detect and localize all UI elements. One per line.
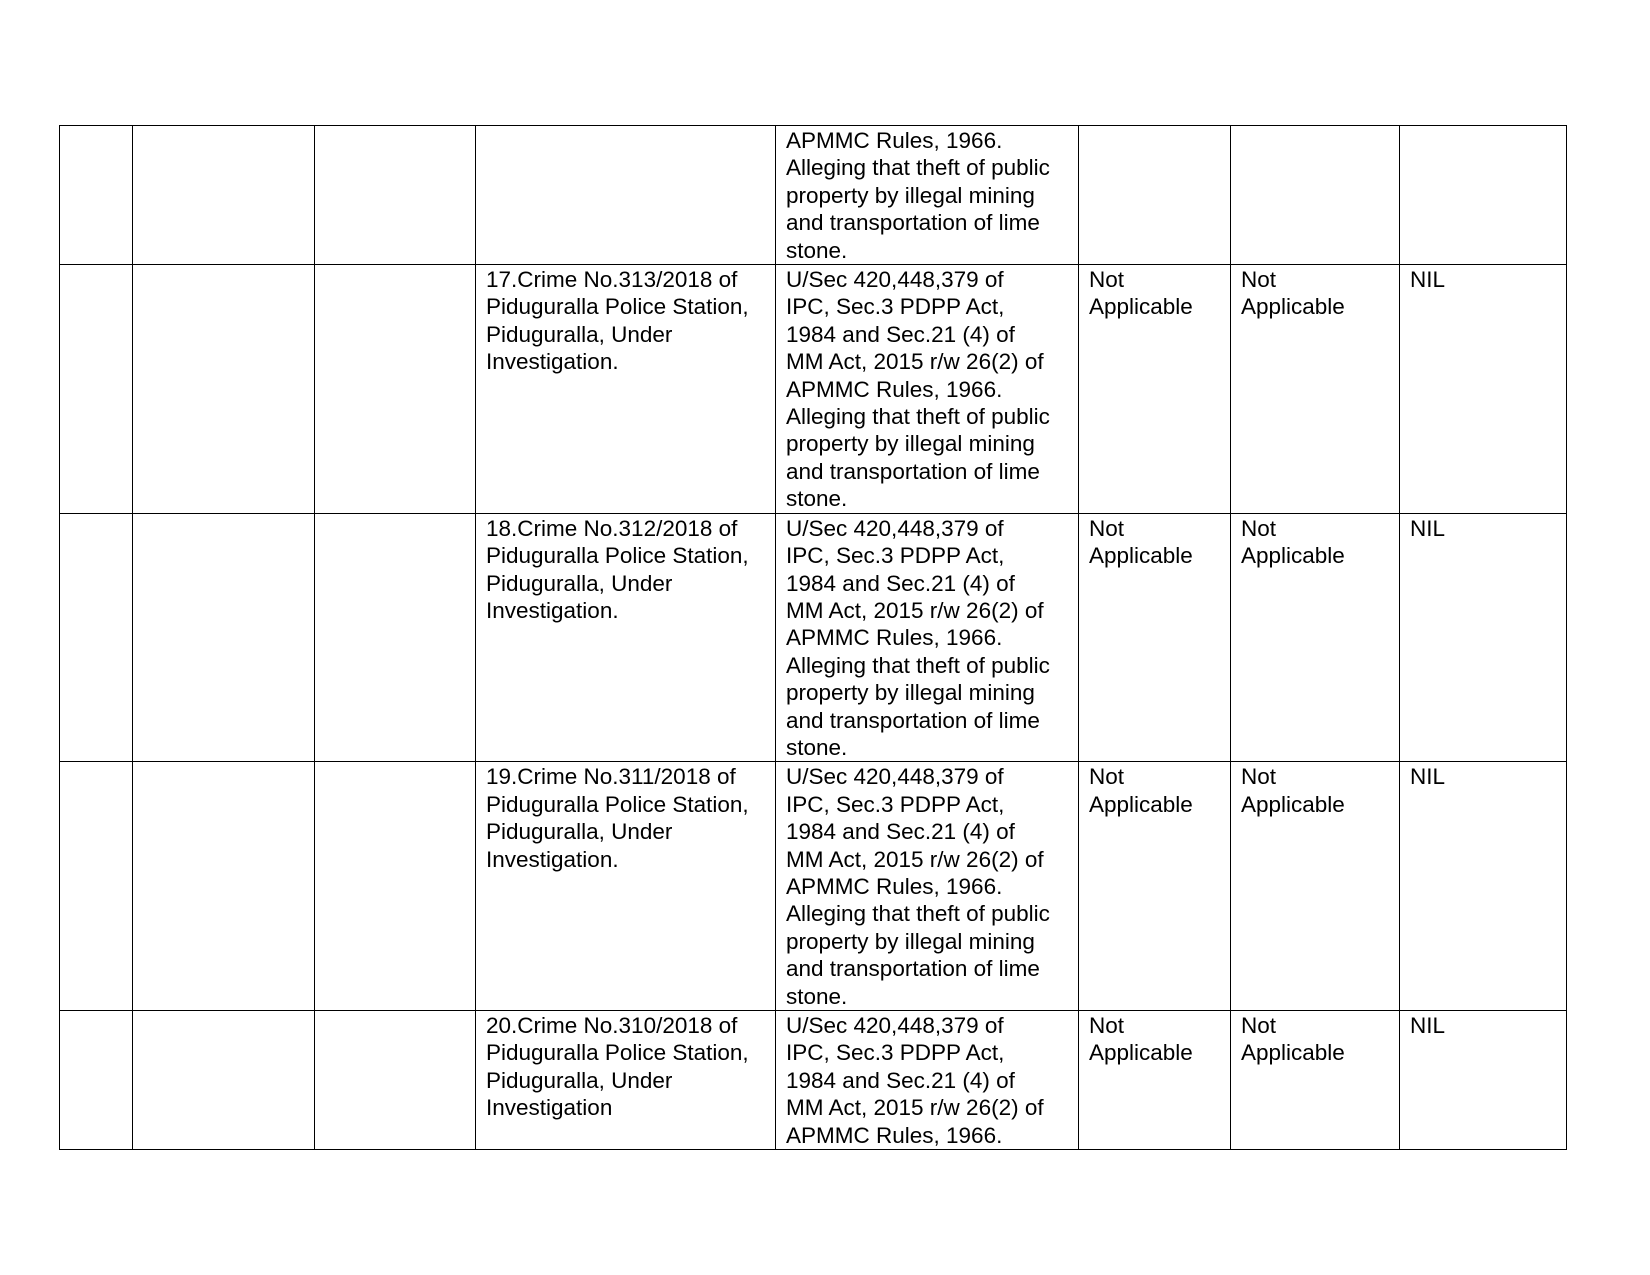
cell-col2 [133, 1011, 315, 1150]
cell-col3 [315, 126, 476, 265]
cell-col7: Not Applicable [1231, 762, 1400, 1011]
cell-sections: U/Sec 420,448,379 of IPC, Sec.3 PDPP Act, 1984 and Sec.21 (4) of MM Act, 2015 r/w 26(2) of APMMC Rules, 1966. Alleging that theft of public property by illegal mining and transportation of lime stone. [776, 513, 1079, 762]
cell-col8: NIL [1400, 513, 1567, 762]
cell-sections: U/Sec 420,448,379 of IPC, Sec.3 PDPP Act, 1984 and Sec.21 (4) of MM Act, 2015 r/w 26(2) of APMMC Rules, 1966. Alleging that theft of public property by illegal mining and transportation of lime stone. [776, 762, 1079, 1011]
cell-case-details: 17.Crime No.313/2018 of Piduguralla Police Station, Piduguralla, Under Investigation. [476, 265, 776, 514]
cell-col1 [60, 762, 133, 1011]
cell-col2 [133, 265, 315, 514]
cell-col2 [133, 126, 315, 265]
cell-col6: Not Applicable [1079, 265, 1231, 514]
cell-case-details: 20.Crime No.310/2018 of Piduguralla Police Station, Piduguralla, Under Investigation [476, 1011, 776, 1150]
table-row [60, 762, 1567, 1011]
cell-sections: U/Sec 420,448,379 of IPC, Sec.3 PDPP Act, 1984 and Sec.21 (4) of MM Act, 2015 r/w 26(2) of APMMC Rules, 1966. [776, 1011, 1079, 1150]
cell-col7 [1231, 126, 1400, 265]
cell-col1 [60, 1011, 133, 1150]
cell-col7: Not Applicable [1231, 1011, 1400, 1150]
cell-sections: U/Sec 420,448,379 of IPC, Sec.3 PDPP Act, 1984 and Sec.21 (4) of MM Act, 2015 r/w 26(2) of APMMC Rules, 1966. Alleging that theft of public property by illegal mining and transportation of lime stone. [776, 265, 1079, 514]
cell-col6 [1079, 126, 1231, 265]
cell-col2 [133, 513, 315, 762]
cell-col1 [60, 126, 133, 265]
cell-col8: NIL [1400, 1011, 1567, 1150]
cell-col3 [315, 1011, 476, 1150]
cell-col8: NIL [1400, 762, 1567, 1011]
cell-case-details: 18.Crime No.312/2018 of Piduguralla Police Station, Piduguralla, Under Investigation. [476, 513, 776, 762]
table-row [60, 126, 1567, 265]
cell-col1 [60, 513, 133, 762]
table-row [60, 265, 1567, 514]
cell-col3 [315, 265, 476, 514]
cell-col7: Not Applicable [1231, 513, 1400, 762]
cell-col1 [60, 265, 133, 514]
cell-col2 [133, 762, 315, 1011]
cases-table [59, 125, 1567, 1150]
cell-sections: APMMC Rules, 1966. Alleging that theft of public property by illegal mining and transportation of lime stone. [776, 126, 1079, 265]
table-row [60, 513, 1567, 762]
cell-col8 [1400, 126, 1567, 265]
table-row [60, 1011, 1567, 1150]
cell-case-details: 19.Crime No.311/2018 of Piduguralla Police Station, Piduguralla, Under Investigation. [476, 762, 776, 1011]
cell-col6: Not Applicable [1079, 762, 1231, 1011]
cell-col6: Not Applicable [1079, 1011, 1231, 1150]
cell-col6: Not Applicable [1079, 513, 1231, 762]
cell-col3 [315, 762, 476, 1011]
cell-col8: NIL [1400, 265, 1567, 514]
cell-case-details [476, 126, 776, 265]
cell-col7: Not Applicable [1231, 265, 1400, 514]
cell-col3 [315, 513, 476, 762]
